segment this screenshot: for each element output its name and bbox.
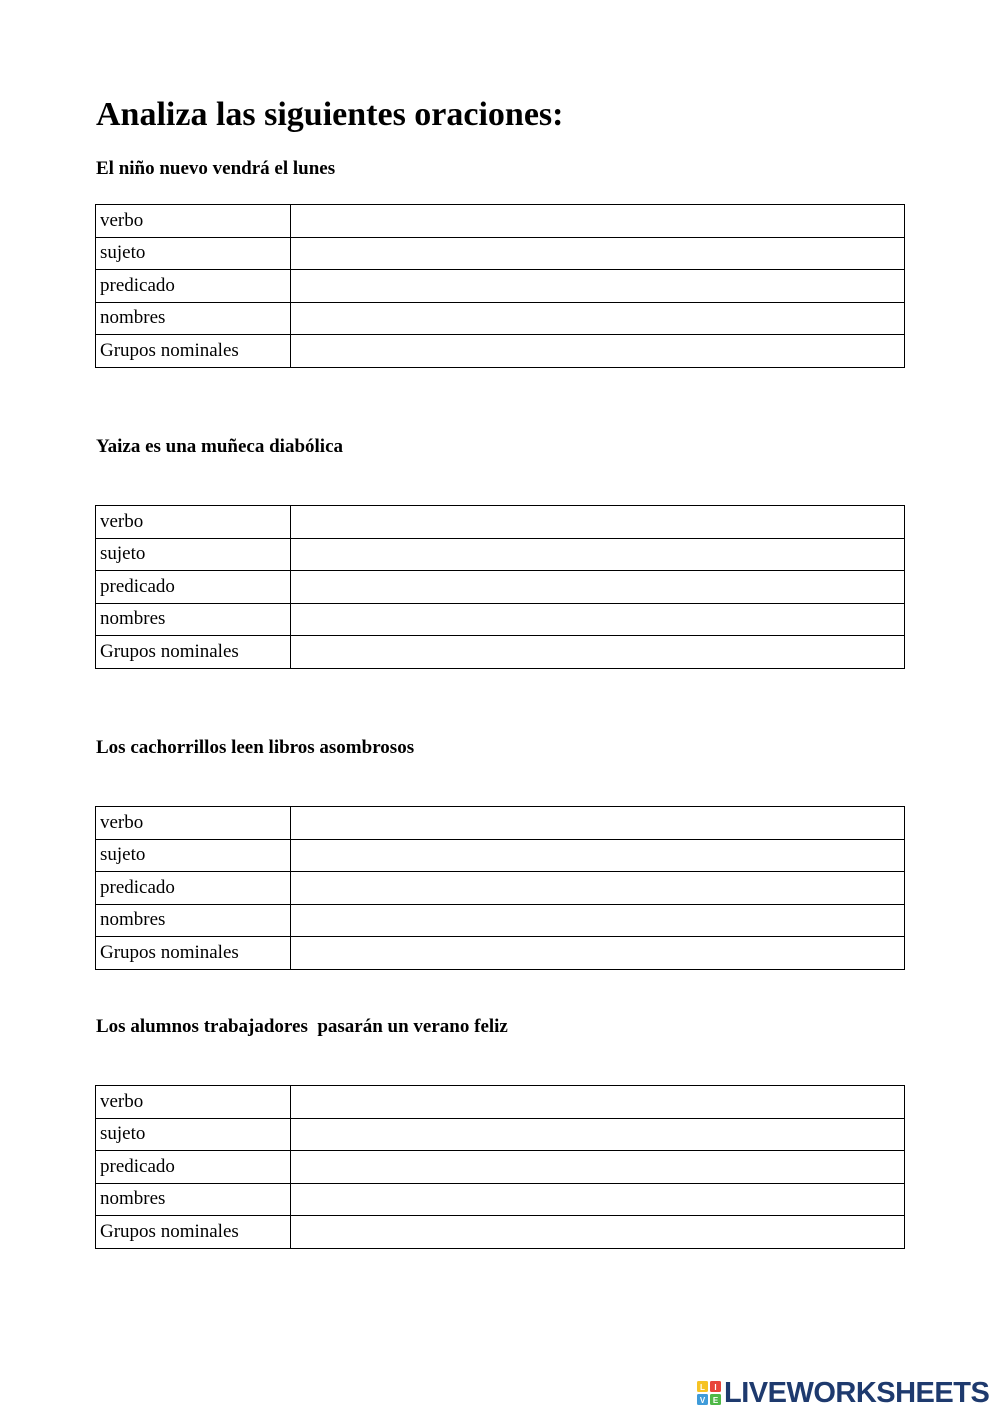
row-label-grupos-nominales: Grupos nominales	[96, 335, 291, 368]
table-row	[96, 1216, 905, 1249]
answer-cell-verbo[interactable]	[291, 1086, 905, 1119]
answer-cell-grupos-nominales[interactable]	[291, 937, 905, 970]
row-label-predicado: predicado	[96, 872, 291, 905]
answer-cell-nombres[interactable]	[291, 904, 905, 937]
exercise-3-sentence: Los cachorrillos leen libros asombrosos	[96, 737, 415, 758]
answer-cell-nombres[interactable]	[291, 1183, 905, 1216]
table-row	[96, 1118, 905, 1151]
row-label-sujeto: sujeto	[96, 538, 291, 571]
answer-cell-grupos-nominales[interactable]	[291, 1216, 905, 1249]
row-label-verbo: verbo	[96, 205, 291, 238]
row-label-grupos-nominales: Grupos nominales	[96, 1216, 291, 1249]
table-row	[96, 205, 905, 238]
row-label-grupos-nominales: Grupos nominales	[96, 636, 291, 669]
row-label-predicado: predicado	[96, 1151, 291, 1184]
row-label-verbo: verbo	[96, 1086, 291, 1119]
logo-text: LIVEWORKSHEETS	[724, 1377, 990, 1409]
svg-text:I: I	[714, 1383, 717, 1392]
row-label-grupos-nominales: Grupos nominales	[96, 937, 291, 970]
exercise-1-table	[95, 204, 905, 368]
table-row	[96, 270, 905, 303]
exercise-4-sentence: Los alumnos trabajadores pasarán un verano feliz	[96, 1016, 508, 1037]
table-row	[96, 872, 905, 905]
exercise-3-table	[95, 806, 905, 970]
exercise-4-table	[95, 1085, 905, 1249]
answer-cell-verbo[interactable]	[291, 807, 905, 840]
answer-cell-sujeto[interactable]	[291, 237, 905, 270]
table-row	[96, 1183, 905, 1216]
answer-cell-nombres[interactable]	[291, 302, 905, 335]
page-title: Analiza las siguientes oraciones:	[96, 96, 564, 133]
answer-cell-sujeto[interactable]	[291, 839, 905, 872]
row-label-verbo: verbo	[96, 506, 291, 539]
table-row	[96, 1151, 905, 1184]
answer-cell-verbo[interactable]	[291, 506, 905, 539]
row-label-sujeto: sujeto	[96, 1118, 291, 1151]
table-row	[96, 636, 905, 669]
table-row	[96, 237, 905, 270]
table-row	[96, 506, 905, 539]
row-label-sujeto: sujeto	[96, 839, 291, 872]
row-label-nombres: nombres	[96, 302, 291, 335]
answer-cell-sujeto[interactable]	[291, 1118, 905, 1151]
svg-text:L: L	[700, 1383, 705, 1392]
table-row	[96, 839, 905, 872]
answer-cell-predicado[interactable]	[291, 571, 905, 604]
row-label-nombres: nombres	[96, 1183, 291, 1216]
row-label-nombres: nombres	[96, 904, 291, 937]
table-row	[96, 1086, 905, 1119]
table-row	[96, 807, 905, 840]
liveworksheets-logo-icon	[697, 1381, 721, 1405]
row-label-predicado: predicado	[96, 571, 291, 604]
table-row	[96, 302, 905, 335]
table-row	[96, 571, 905, 604]
answer-cell-sujeto[interactable]	[291, 538, 905, 571]
row-label-verbo: verbo	[96, 807, 291, 840]
svg-text:E: E	[712, 1396, 719, 1405]
svg-text:V: V	[699, 1396, 706, 1405]
row-label-predicado: predicado	[96, 270, 291, 303]
table-row	[96, 335, 905, 368]
answer-cell-verbo[interactable]	[291, 205, 905, 238]
exercise-2-sentence: Yaiza es una muñeca diabólica	[96, 436, 344, 457]
table-row	[96, 904, 905, 937]
table-row	[96, 937, 905, 970]
answer-cell-grupos-nominales[interactable]	[291, 636, 905, 669]
exercise-1-sentence: El niño nuevo vendrá el lunes	[96, 158, 336, 179]
answer-cell-predicado[interactable]	[291, 270, 905, 303]
liveworksheets-logo	[697, 1378, 989, 1408]
answer-cell-grupos-nominales[interactable]	[291, 335, 905, 368]
answer-cell-nombres[interactable]	[291, 603, 905, 636]
row-label-nombres: nombres	[96, 603, 291, 636]
exercise-2-table	[95, 505, 905, 669]
answer-cell-predicado[interactable]	[291, 1151, 905, 1184]
table-row	[96, 538, 905, 571]
table-row	[96, 603, 905, 636]
row-label-sujeto: sujeto	[96, 237, 291, 270]
answer-cell-predicado[interactable]	[291, 872, 905, 905]
